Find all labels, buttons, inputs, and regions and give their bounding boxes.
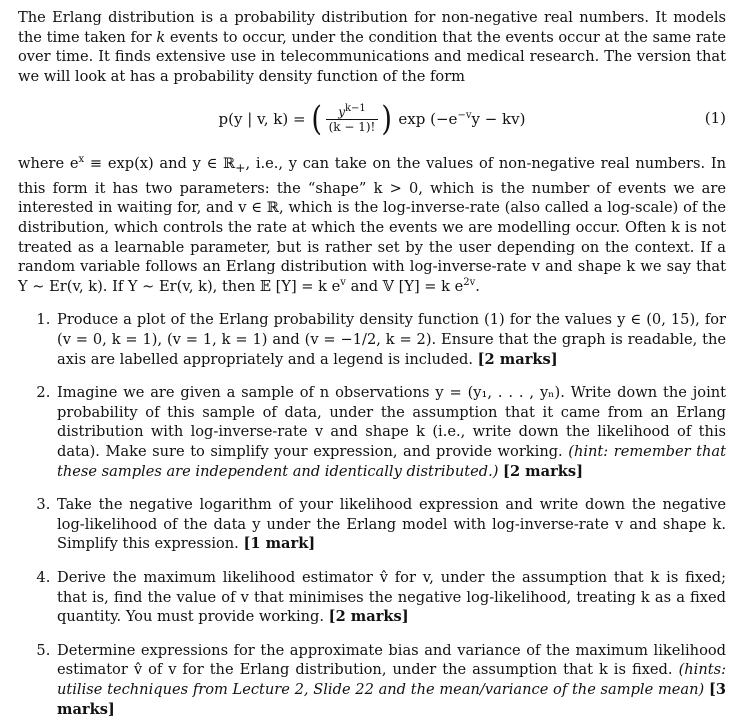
intro-k: k <box>156 28 166 46</box>
parameters-paragraph: where $e^x \equiv \exp(x)$ and y ∈ ℝ$_+$, i.e., y can take on the values of non-negative real numbers. In this form it has two parameters: the “shape” k > 0, which is the number of events we are interested in waiting for, and v ∈ ℝ, which is the log-inverse-rate (also called a log-scale) of the distribution, which controls the rate at which the events we are modelling occur. Often k is not treated as a learnable parameter, but is rather set by the user depending on the context. If a random variable follows an Erlang distribution with log-inverse-rate v and shape k we say that Y ∼ Er(v, k). If Y ∼ Er(v, k), then 𝔼 [Y] = k $e^v$ and 𝕍 [Y] = k $e^{2v}$. <box>18 154 726 295</box>
question-text: Imagine we are given a sample of n observations y = (y₁, . . . , yₙ). Write down the joint probability of this sample of data, under the assumption that it came from an Erlang distribution with log-inverse-rate v and shape k (i.e., write down the likelihood of this data). Make sure to simplify your expression, and provide working. <box>57 384 726 460</box>
question-hint: (hint: remember that these samples are independent and identically distributed.) <box>57 443 726 480</box>
question-text: Determine expressions for the approximate bias and variance of the maximum likelihood estimator v̂ of v for the Erlang distribution, under the assumption that k is fixed. <box>57 641 726 679</box>
question-marks: [3 marks] <box>57 680 726 718</box>
equation-number: (1) <box>704 109 726 128</box>
equation-lhs: p(y | v, k) = <box>218 109 306 128</box>
question-1 <box>55 310 726 369</box>
left-paren: ( <box>311 99 323 140</box>
question-marks: [2 marks] <box>477 350 558 368</box>
equation-rhs: $\exp (-e^{-v}y - kv)$ <box>398 109 526 128</box>
intro-text-2: events to occur, under the condition that the events occur at the same rate over time. It finds extensive use in telecommunications and medical research. The version that we will look at has a probability density function of the form <box>18 28 726 85</box>
question-text: Take the negative logarithm of your likelihood expression and write down the negative log-likelihood of the data y under the Erlang model with log-inverse-rate v and shape k. Simplify this expression. <box>57 496 726 553</box>
intro-text-1: The Erlang distribution is a probability distribution for non-negative real numbers. It models the time taken for <box>18 9 726 46</box>
right-paren: ) <box>381 99 393 140</box>
question-marks: [1 mark] <box>243 535 316 553</box>
question-hint: (hints: utilise techniques from Lecture 2, Slide 22 and the mean/variance of the sample mean) <box>57 661 726 698</box>
fraction-denominator: (k − 1)! <box>326 119 379 134</box>
question-2 <box>55 383 726 481</box>
question-marks: [2 marks] <box>503 462 584 480</box>
question-4 <box>55 568 726 627</box>
equation-fraction <box>326 102 379 134</box>
question-marks: [2 marks] <box>328 608 409 626</box>
fraction-numerator: $y^{k-1}$ <box>338 102 366 119</box>
pdf-equation <box>18 92 726 146</box>
question-5 <box>55 641 726 719</box>
question-text: Derive the maximum likelihood estimator v̂ for v, under the assumption that k is fixed; that is, find the value of v that minimises the negative log-likelihood, treating k as a fixed quantity. You must provide working. <box>57 568 726 626</box>
question-3 <box>55 495 726 554</box>
question-text: Produce a plot of the Erlang probability density function (1) for the values y ∈ (0, 15), for (v = 0, k = 1), (v = 1, k = 1) and (v = −1/2, k = 2). Ensure that the graph is readable, the axis are labelled appropriately and a legend is included. <box>57 311 726 368</box>
intro-paragraph <box>18 8 726 86</box>
question-list <box>18 310 726 719</box>
